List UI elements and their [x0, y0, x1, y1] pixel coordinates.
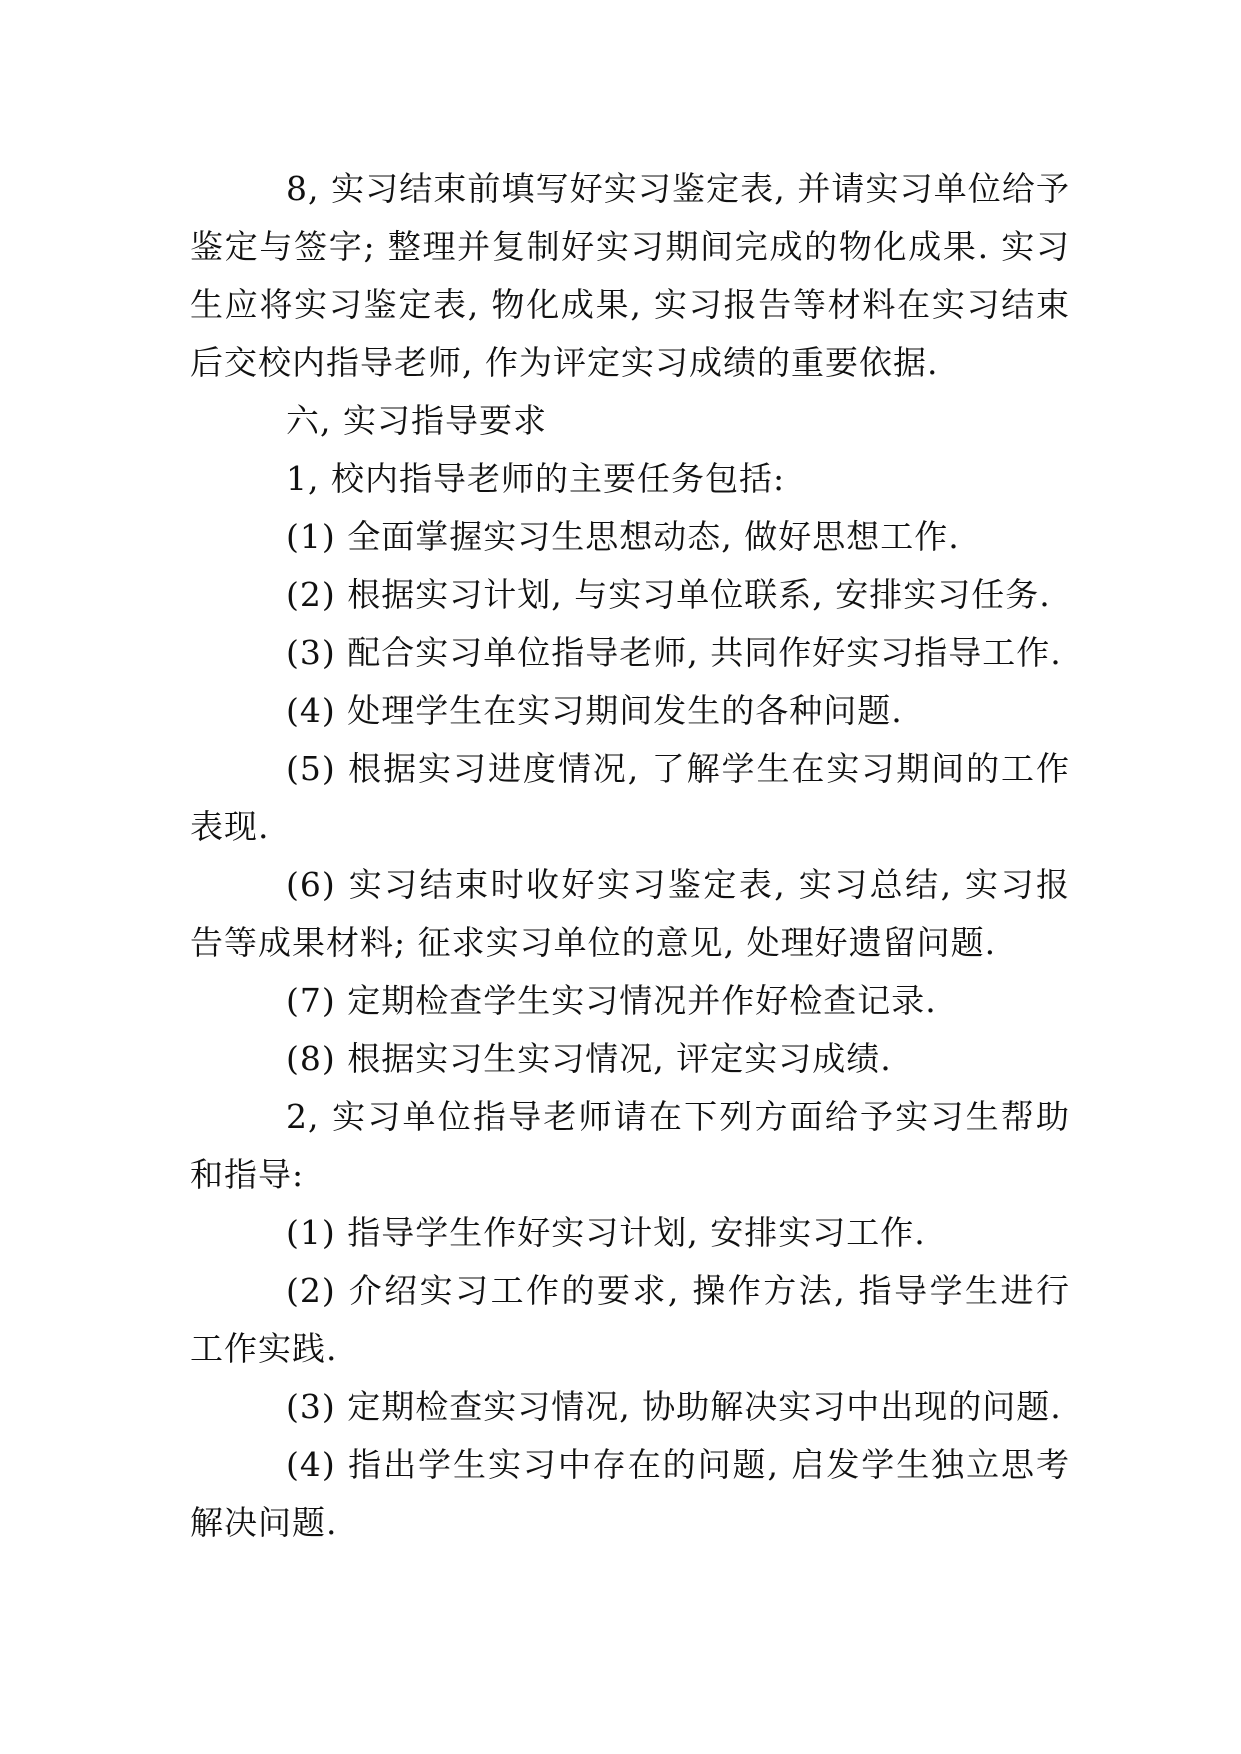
paragraph-item-8: 8, 实习结束前填写好实习鉴定表, 并请实习单位给予鉴定与签字; 整理并复制好实习期间完成的物化成果. 实习生应将实习鉴定表, 物化成果, 实习报告等材料在实习结束后交校内指导老师, 作为评定实习成绩的重要依据. — [190, 169, 1070, 382]
list-item: (8) 根据实习生实习情况, 评定实习成绩. — [286, 1039, 892, 1078]
list-item: (4) 指出学生实习中存在的问题, 启发学生独立思考解决问题. — [190, 1445, 1070, 1542]
list-item: (3) 配合实习单位指导老师, 共同作好实习指导工作. — [286, 633, 1062, 672]
list-item: (4) 处理学生在实习期间发生的各种问题. — [286, 691, 903, 730]
list-item: (7) 定期检查学生实习情况并作好检查记录. — [286, 981, 937, 1020]
list-item: (2) 介绍实习工作的要求, 操作方法, 指导学生进行工作实践. — [190, 1271, 1070, 1368]
list-item: (3) 定期检查实习情况, 协助解决实习中出现的问题. — [286, 1387, 1062, 1426]
paragraph-internal-teacher-tasks: 1, 校内指导老师的主要任务包括: — [286, 459, 786, 498]
list-item: (6) 实习结束时收好实习鉴定表, 实习总结, 实习报告等成果材料; 征求实习单位的意见, 处理好遗留问题. — [190, 865, 1070, 962]
list-item: (1) 全面掌握实习生思想动态, 做好思想工作. — [286, 517, 960, 556]
list-item: (2) 根据实习计划, 与实习单位联系, 安排实习任务. — [286, 575, 1051, 614]
list-item: (1) 指导学生作好实习计划, 安排实习工作. — [286, 1213, 926, 1252]
list-item: (5) 根据实习进度情况, 了解学生在实习期间的工作表现. — [190, 749, 1070, 846]
paragraph-unit-teacher-guidance: 2, 实习单位指导老师请在下列方面给予实习生帮助和指导: — [190, 1097, 1070, 1194]
document-page — [190, 160, 1070, 1552]
section-heading-6: 六, 实习指导要求 — [286, 401, 547, 440]
